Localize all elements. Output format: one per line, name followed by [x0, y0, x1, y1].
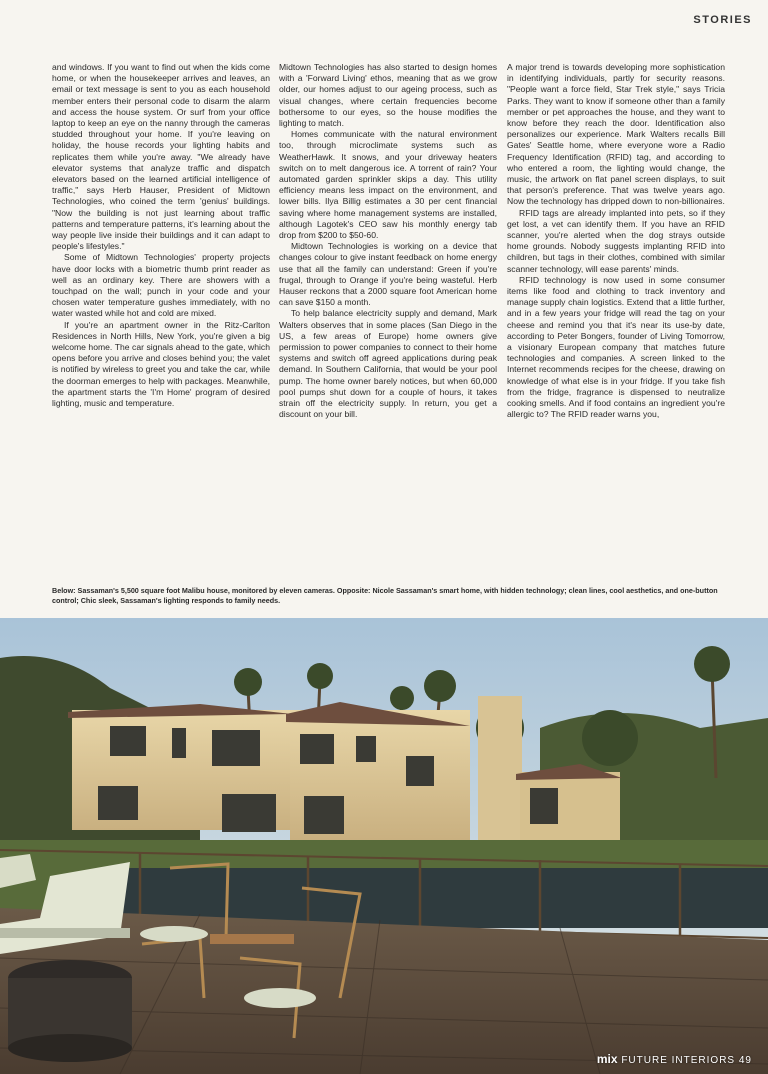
footer-publication: FUTURE INTERIORS — [621, 1055, 736, 1066]
paragraph: A major trend is towards developing more sophistication in identifying individuals, partly for security reasons. "People want a force field, Star Trek style," says Tricia Parks. They want to know if someone other than a family member or pet approaches the house, and they want to know before they reach the door. Identification also personalizes our experience. Mark Walters recalls Bill Gates' Seattle home, where everyone wore a Radio Frequency Identification (RFID) tag, and according to who entered a room, the lighting would change, the music, the artwork on flat panel screen displays, to suit that person's preference. That was twelve years ago. Now the technology has dripped down to non-billionaires. — [507, 62, 725, 207]
photo-caption: Below: Sassaman's 5,500 square foot Malibu house, monitored by eleven cameras. Opposite: Nicole Sassaman's smart home, with hidden technology; clean lines, cool aesthetics, and one-button control; Chic sleek, Sassaman's lighting responds to family needs. — [52, 586, 718, 605]
malibu-house-photo — [0, 618, 768, 1074]
page-number: 49 — [738, 1055, 752, 1066]
paragraph: Midtown Technologies is working on a device that changes colour to give instant feedback on home energy use that all the family can understand: Green if you're frugal, through to Orange if you're being wasteful. Herb Hauser reckons that a 2000 square foot American home can save $150 a month. — [279, 241, 497, 308]
paragraph: If you're an apartment owner in the Ritz-Carlton Residences in North Hills, New York, you're given a big welcome home. The car signals ahead to the gate, which opens before you arrive and closes behind you; the valet is notified by wireless to greet you and take the car, while the doorman emerges to help with packages. Meanwhile, the apartment starts the 'I'm Home' program of desired lighting, music and temperature. — [52, 319, 270, 409]
paragraph: Homes communicate with the natural environment too, through microclimate systems such as WeatherHawk. It snows, and your driveway heaters switch on to melt dangerous ice. A torrent of rain? Your automated garden sprinkler skips a day. This utility efficiency means less impact on the environment, and lower bills. Ilya Billig estimates a 30 per cent financial saving where home management systems are installed, although Lagotek's CEO saw his monthly energy tab drop from $200 to $50-60. — [279, 129, 497, 241]
article-column-1 — [52, 62, 270, 548]
page-footer — [597, 1052, 752, 1066]
paragraph: Some of Midtown Technologies' property projects have door locks with a biometric thumb print reader as well as an ordinary key. There are showers with a touchpad on the wall; punch in your code and your chosen water temperature gushes immediately, with no water wasted while hot and cold are mixed. — [52, 252, 270, 319]
paragraph: To help balance electricity supply and demand, Mark Walters observes that in some places (San Diego in the US, a few areas of Europe) home owners give permission to power companies to connect to their home systems and switch off agreed applications during peak demand. In Southern California, that would be your pool pump. The home owner barely notices, but when 60,000 pool pumps shut down for a couple of hours, it takes strain off the electricity supply. In return, you get a discount on your bill. — [279, 308, 497, 420]
paragraph: and windows. If you want to find out when the kids come home, or when the housekeeper arrives and leaves, an email or text message is sent to you as each household member enters their personal code to disarm the alarm and access the house system. Or surf from your office laptop to keep an eye on the nanny through the cameras studded throughout your home. If you're leaving on holiday, the house records your lighting habits and replicates them while you're away. "We already have elevator systems that analyze traffic and dispatch elevators based on the learned artificial intelligence of traffic," says Herb Hauser, President of Midtown Technologies, who coined the term 'genius' buildings. "Now the building is not just learning about traffic patterns and temperature patterns, it's learning about the way people live inside their buildings and it can adapt to people's lifestyles." — [52, 62, 270, 252]
paragraph: Midtown Technologies has also started to design homes with a 'Forward Living' ethos, meaning that as we grow older, our homes adjust to our ageing process, such as visual changes, where certain frequencies become bothersome to our eyes, so the house modifies the lighting to match. — [279, 62, 497, 129]
paragraph: RFID technology is now used in some consumer items like food and clothing to track inventory and manage supply chain logistics. Extend that a little further, and in a few years your fridge will read the tag on your cheese and remind you that it's near its use-by date, according to Peter Bongers, founder of Living Tomorrow, a visionary European company that matches future technologies and companies. A screen linked to the Internet recommends recipes for the cheese, drawing on knowledge of what else is in your fridge. If you take fish from the fridge, fragrance is dispensed to neutralize cooking smells. And if food contains an ingredient you're allergic to? The RFID reader warns you, — [507, 274, 725, 420]
section-label: STORIES — [693, 14, 752, 26]
article-column-3 — [507, 62, 725, 548]
article-column-2 — [279, 62, 497, 548]
paragraph: RFID tags are already implanted into pets, so if they get lost, a vet can identify them. If you have an RFID scanner, you're alerted when the dog strays outside home grounds. Nobody suggests implanting RFID into children, but tags in their clothes, combined with similar scanner technology, will ease parents' minds. — [507, 207, 725, 274]
footer-brand: mix — [596, 1052, 618, 1066]
